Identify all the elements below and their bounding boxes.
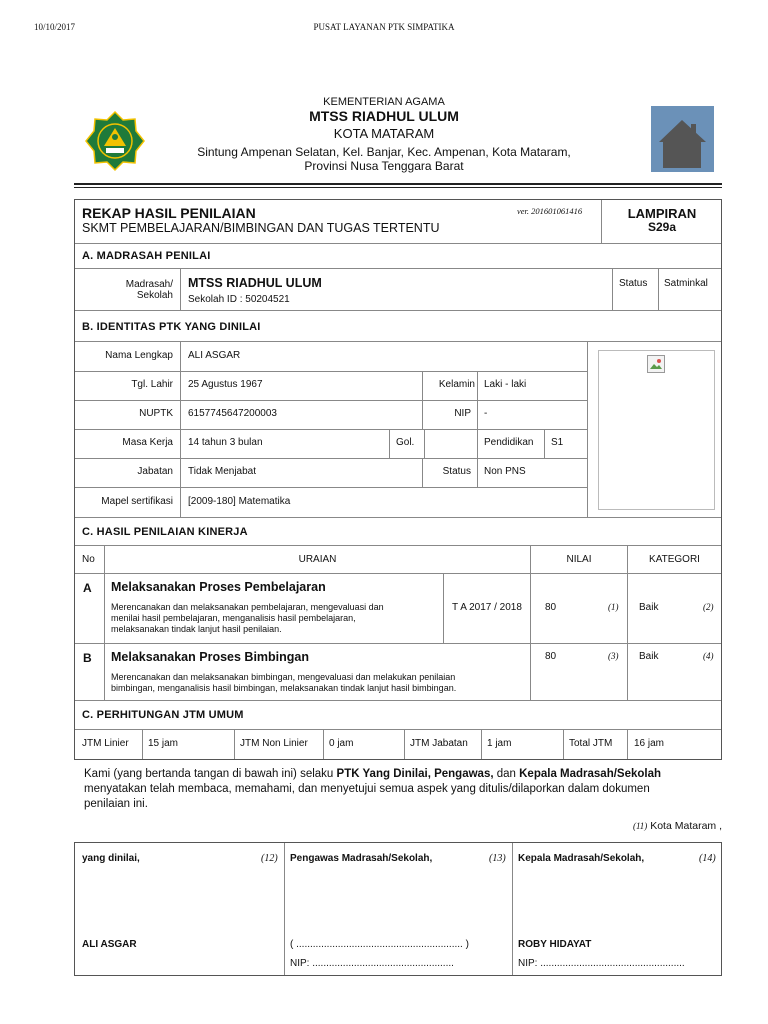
masa-kerja-label: Masa Kerja [122,437,173,448]
sig-col1-title: yang dinilai, [82,853,140,864]
row-a-kategori-ref: (2) [703,602,714,612]
row-b-kategori-ref: (4) [703,651,714,661]
jtm-total-label: Total JTM [569,738,613,749]
school-photo-placeholder [651,106,714,172]
row-a-desc-3: melaksanakan tindak lanjut hasil penilaian. [111,624,282,634]
report-subtitle: SKMT PEMBELAJARAN/BIMBINGAN DAN TUGAS TERTENTU [82,221,440,235]
print-header-title: PUSAT LAYANAN PTK SIMPATIKA [313,22,455,32]
sig-col2-title: Pengawas Madrasah/Sekolah, [290,853,433,864]
jtm-nonlinier-value: 0 jam [329,738,354,749]
gol-label: Gol. [396,437,415,448]
jtm-jabatan-label: JTM Jabatan [410,738,468,749]
mapel-label: Mapel sertifikasi [101,496,173,507]
sig-col2-name: ( ............................................................ ) [290,939,469,950]
city-name: KOTA MATARAM [333,126,435,141]
header-rule-thick [74,183,722,185]
col-no-header: No [82,554,95,565]
madrasah-label-1: Madrasah/ [125,279,173,290]
row-b-nilai-ref: (3) [608,651,619,661]
school-name: MTSS RIADHUL ULUM [309,108,459,124]
nip-value: - [484,408,488,419]
statement-bold-1: PTK Yang Dinilai, Pengawas, [336,768,494,780]
row-b-nilai: 80 [545,651,557,662]
row-b-desc-2: bimbingan, menganalisis hasil bimbingan, melaksanakan tindak lanjut hasil bimbingan. [111,683,457,693]
statement-text-2: dan [493,768,520,780]
statement-text-4: penilaian ini. [84,798,148,810]
statement-text-3: menyatakan telah membaca, memahami, dan menyetujui semua aspek yang ditulis/dilaporkan dalam dokumen [84,783,650,795]
row-a-desc-1: Merencanakan dan melaksanakan pembelajaran, mengevaluasi dan [111,602,384,612]
row-a-nilai-ref: (1) [608,602,619,612]
jtm-linier-value: 15 jam [148,738,179,749]
section-a-heading: A. MADRASAH PENILAI [82,250,211,262]
nuptk-label: NUPTK [139,408,173,419]
masa-kerja-value: 14 tahun 3 bulan [188,437,263,448]
lampiran-code: S29a [647,220,677,234]
sig-col3-nip: NIP: .................................................... [518,958,685,969]
madrasah-status-label: Status [619,278,648,289]
ministry-name: KEMENTERIAN AGAMA [323,96,445,108]
jabatan-label: Jabatan [137,466,173,477]
nama-label: Nama Lengkap [105,350,173,361]
madrasah-label-2: Sekolah [136,290,173,301]
jabatan-value: Tidak Menjabat [188,466,256,477]
sig-col2-ref: (13) [489,853,506,864]
mapel-value: [2009-180] Matematika [188,496,291,507]
row-b-desc-1: Merencanakan dan melaksanakan bimbingan, mengevaluasi dan melakukan penilaian [111,672,456,682]
statement-paragraph [84,767,724,812]
row-b-kategori: Baik [639,651,659,662]
place-ref: (11) [632,821,648,831]
sig-col3-name: ROBY HIDAYAT [518,939,592,950]
section-c-heading: C. HASIL PENILAIAN KINERJA [82,526,248,538]
sig-col1-ref: (12) [261,853,278,864]
jtm-linier-label: JTM Linier [82,738,129,749]
row-a-nilai: 80 [545,602,557,613]
jtm-total-value: 16 jam [634,738,665,749]
pendidikan-label: Pendidikan [484,437,534,448]
row-a-desc-2: menilai hasil pembelajaran, menganalisis hasil pembelajaran, [111,613,356,623]
col-nilai-header: NILAI [566,554,592,565]
statement-bold-2: Kepala Madrasah/Sekolah [519,768,662,780]
row-b-title: Melaksanakan Proses Bimbingan [111,650,309,664]
section-jtm-heading: C. PERHITUNGAN JTM UMUM [82,709,244,721]
ptk-photo-frame [598,350,715,510]
row-a-no: A [83,581,92,595]
report-form [74,199,722,760]
row-b-no: B [83,651,92,665]
jtm-jabatan-value: 1 jam [487,738,512,749]
sig-col3-ref: (14) [699,853,716,864]
col-kategori-header: KATEGORI [649,554,700,565]
jtm-nonlinier-label: JTM Non Linier [240,738,308,749]
lampiran-label: LAMPIRAN [627,206,697,221]
signature-table [74,842,722,976]
print-date: 10/10/2017 [34,22,76,32]
col-uraian-header: URAIAN [298,554,337,565]
broken-image-icon [647,355,665,373]
address-line-2: Provinsi Nusa Tenggara Barat [304,159,464,173]
statement-text-1: Kami (yang bertanda tangan di bawah ini) selaku [84,768,337,780]
sig-col2-nip: NIP: ................................................... [290,958,454,969]
kelamin-value: Laki - laki [484,379,527,390]
tgl-lahir-value: 25 Agustus 1967 [188,379,263,390]
place-name: Kota Mataram , [647,820,722,832]
madrasah-name: MTSS RIADHUL ULUM [188,276,322,290]
kemenag-logo-icon [84,110,146,172]
report-version: ver. 201601061416 [517,206,583,216]
madrasah-status-value: Satminkal [664,278,708,289]
tgl-lahir-label: Tgl. Lahir [131,379,173,390]
row-a-title: Melaksanakan Proses Pembelajaran [111,580,326,594]
header-rule-thin [74,187,722,188]
nama-value: ALI ASGAR [188,350,241,361]
nip-label: NIP [454,408,471,419]
sig-col3-title: Kepala Madrasah/Sekolah, [518,853,645,864]
ptk-status-label: Status [442,466,471,477]
nuptk-value: 6157745647200003 [188,408,277,419]
place-line [500,820,722,832]
ptk-status-value: Non PNS [484,466,526,477]
section-b-heading: B. IDENTITAS PTK YANG DINILAI [82,321,261,333]
row-a-period: T A 2017 / 2018 [452,602,522,613]
sig-col1-name: ALI ASGAR [82,939,137,950]
address-line-1: Sintung Ampenan Selatan, Kel. Banjar, Kec. Ampenan, Kota Mataram, [197,145,571,159]
school-id: Sekolah ID : 50204521 [188,294,290,305]
kelamin-label: Kelamin [438,379,475,390]
pendidikan-value: S1 [551,437,564,448]
row-a-kategori: Baik [639,602,659,613]
report-title: REKAP HASIL PENILAIAN [82,205,256,221]
